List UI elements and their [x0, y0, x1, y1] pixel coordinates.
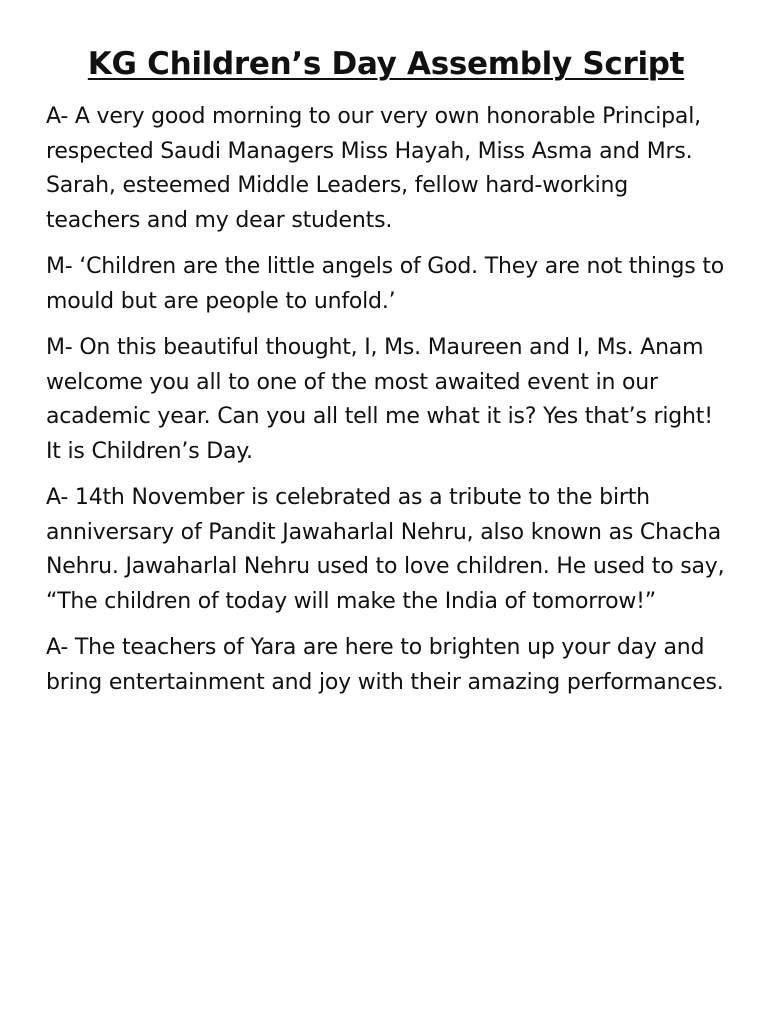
paragraph-nehru: A- 14th November is celebrated as a tribute to the birth anniversary of Pandit Jawaharlal Nehru, also known as Chacha Nehru. Jawaharlal Nehru used to love children. He used to say, “The children of today will make the India of tomorrow!”: [46, 485, 725, 614]
document-title: KG Children’s Day Assembly Script: [87, 46, 685, 82]
paragraph-quote: M- ‘Children are the little angels of God. They are not things to mould but are people to unfold.’: [46, 254, 725, 314]
paragraph-teachers: A- The teachers of Yara are here to brighten up your day and bring entertainment and joy with their amazing performances.: [46, 635, 724, 695]
paragraph-welcome: M- On this beautiful thought, I, Ms. Maureen and I, Ms. Anam welcome you all to one of the most awaited event in our academic year. Can you all tell me what it is? Yes that’s right! It is Children’s Day.: [46, 335, 713, 464]
paragraph-greeting: A- A very good morning to our very own honorable Principal, respected Saudi Managers Miss Hayah, Miss Asma and Mrs. Sarah, esteemed Middle Leaders, fellow hard-working teachers and my dear students.: [46, 104, 701, 233]
